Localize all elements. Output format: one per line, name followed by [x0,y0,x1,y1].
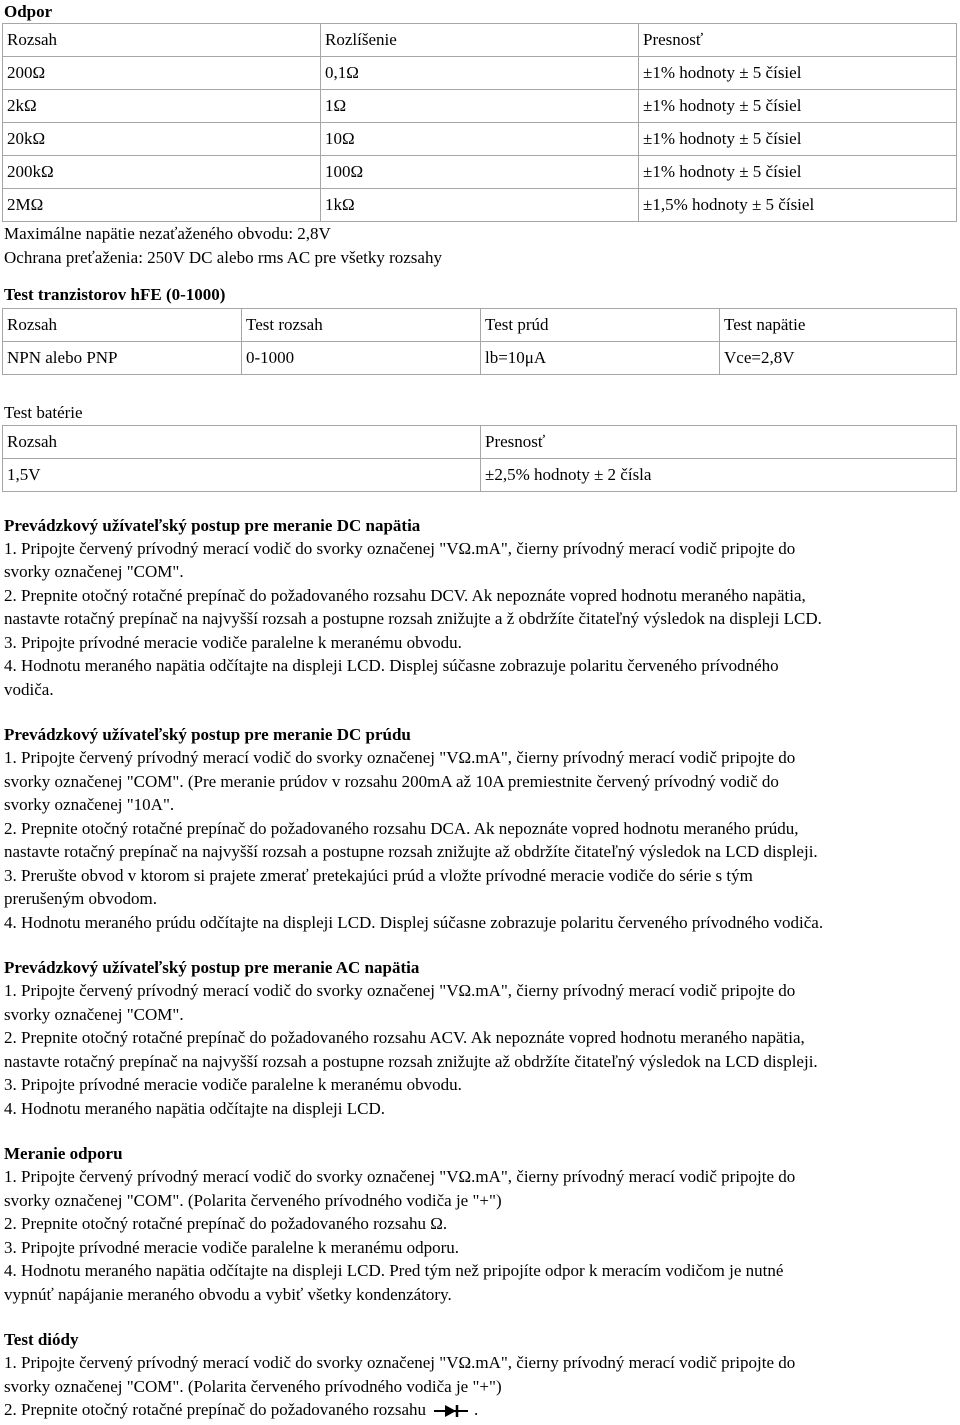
dc-current-title: Prevádzkový užívateľský postup pre meranie DC prúdu [4,725,411,744]
header-cell: Test rozsah [242,309,481,342]
table-cell: 0-1000 [242,342,481,375]
table-cell: ±1% hodnoty ± 5 čísiel [639,90,957,123]
resistance-measurement-line: svorky označenej "COM". (Polarita červeného prívodného vodiča je "+") [4,1190,502,1210]
table-header-row [3,309,957,342]
dc-voltage-line: 4. Hodnotu meraného napätia odčítajte na displeji LCD. Displej súčasne zobrazuje polaritu červeného prívodného [4,656,779,675]
dc-current-line: nastavte rotačný prepínač na najvyšší rozsah a postupne rozsah znižujte až obdržíte čitateľný výsledok na LCD displeji. [4,842,818,861]
table-cell: ±1% hodnoty ± 5 čísiel [639,57,957,90]
dc-voltage-line: vodiča. [4,679,54,699]
header-cell: Presnosť [481,425,957,458]
dc-voltage-line: 3. Pripojte prívodné meracie vodiče paralelne k meranému obvodu. [4,632,462,652]
table-cell: 1kΩ [321,189,639,222]
table-row [3,342,957,375]
table-row [3,156,957,189]
table-cell: 20kΩ [3,123,321,156]
dc-current-line: 2. Prepnite otočný rotačné prepínač do požadovaného rozsahu DCA. Ak nepoznáte vopred hodnotu meraného prúdu, [4,818,799,838]
dc-voltage-line: 2. Prepnite otočný rotačné prepínač do požadovaného rozsahu DCV. Ak nepoznáte vopred hodnotu meraného napätia, [4,585,806,605]
resistance-measurement-line: vypnúť napájanie meraného obvodu a vybiť všetky kondenzátory. [4,1284,452,1304]
table-cell: 0,1Ω [321,57,639,90]
table-cell: NPN alebo PNP [3,342,242,375]
dc-voltage-title: Prevádzkový užívateľský postup pre meranie DC napätia [4,515,421,535]
diode-test-line-end: . [474,1400,479,1419]
resistance-title: Odpor [4,2,53,21]
table-cell: ±1,5% hodnoty ± 5 čísiel [639,189,957,222]
table-cell: 1,5V [3,458,481,491]
ac-voltage-line: nastavte rotačný prepínač na najvyšší rozsah a postupne rozsah znižujte až obdržíte čitateľný výsledok na LCD displeji. [4,1051,818,1071]
battery-table [2,425,957,492]
header-cell: Rozsah [3,24,321,57]
max-voltage-note: Maximálne napätie nezaťaženého obvodu: 2,8V [4,224,331,243]
dc-current-line: 4. Hodnotu meraného prúdu odčítajte na displeji LCD. Displej súčasne zobrazuje polaritu červeného prívodného vodiča. [4,912,824,932]
header-cell: Test napätie [720,309,957,342]
header-cell: Rozsah [3,425,481,458]
resistance-measurement-line: 4. Hodnotu meraného napätia odčítajte na displeji LCD. Pred tým než pripojíte odpor k meracím vodičom je nutné [4,1261,784,1280]
table-cell: ±2,5% hodnoty ± 2 čísla [481,458,957,491]
document-page [4,0,958,1422]
resistance-measurement-title: Meranie odporu [4,1144,123,1163]
resistance-measurement-line: 1. Pripojte červený prívodný merací vodič do svorky označenej "VΩ.mA", čierny prívodný merací vodič pripojte do [4,1167,796,1186]
table-row [3,57,957,90]
resistance-table [2,23,957,222]
table-cell: 200Ω [3,57,321,90]
diode-test-line: 1. Pripojte červený prívodný merací vodič do svorky označenej "VΩ.mA", čierny prívodný merací vodič pripojte do [4,1353,796,1372]
header-cell: Rozlíšenie [321,24,639,57]
header-cell: Test prúd [481,309,720,342]
table-row [3,458,957,491]
diode-test-title: Test diódy [4,1330,79,1349]
table-cell: 200kΩ [3,156,321,189]
diode-symbol-icon [434,1404,468,1418]
dc-current-line: prerušeným obvodom. [4,889,157,908]
dc-voltage-line: 1. Pripojte červený prívodný merací vodič do svorky označenej "VΩ.mA", čierny prívodný merací vodič pripojte do [4,538,796,558]
header-cell: Rozsah [3,309,242,342]
dc-voltage-line: svorky označenej "COM". [4,562,184,581]
table-cell: 2MΩ [3,189,321,222]
table-header-row [3,24,957,57]
ac-voltage-line: 1. Pripojte červený prívodný merací vodič do svorky označenej "VΩ.mA", čierny prívodný merací vodič pripojte do [4,981,796,1000]
table-row [3,123,957,156]
diode-test-line: svorky označenej "COM". (Polarita červeného prívodného vodiča je "+") [4,1376,502,1396]
ac-voltage-title: Prevádzkový užívateľský postup pre meranie AC napätia [4,958,420,977]
table-cell: ±1% hodnoty ± 5 čísiel [639,156,957,189]
resistance-measurement-line: 3. Pripojte prívodné meracie vodiče paralelne k meranému odporu. [4,1237,460,1257]
diode-test-last-line [4,1398,958,1422]
overload-protection-note: Ochrana preťaženia: 250V DC alebo rms AC pre všetky rozsahy [4,247,442,267]
diode-test-line-text: 2. Prepnite otočný rotačné prepínač do požadovaného rozsahu [4,1400,427,1419]
table-cell: ±1% hodnoty ± 5 čísiel [639,123,957,156]
table-cell: lb=10μA [481,342,720,375]
table-cell: 10Ω [321,123,639,156]
table-row [3,90,957,123]
table-header-row [3,425,957,458]
transistor-table [2,308,957,375]
resistance-measurement-line: 2. Prepnite otočný rotačné prepínač do požadovaného rozsahu Ω. [4,1214,448,1233]
ac-voltage-line: 3. Pripojte prívodné meracie vodiče paralelne k meranému obvodu. [4,1075,462,1094]
table-cell: Vce=2,8V [720,342,957,375]
table-cell: 1Ω [321,90,639,123]
dc-current-line: 1. Pripojte červený prívodný merací vodič do svorky označenej "VΩ.mA", čierny prívodný merací vodič pripojte do [4,748,796,767]
ac-voltage-line: 2. Prepnite otočný rotačné prepínač do požadovaného rozsahu ACV. Ak nepoznáte vopred hodnotu meraného napätia, [4,1028,805,1047]
dc-current-line: 3. Prerušte obvod v ktorom si prajete zmerať pretekajúci prúd a vložte prívodné meracie vodiče do série s tým [4,865,753,885]
ac-voltage-line: svorky označenej "COM". [4,1004,184,1024]
ac-voltage-line: 4. Hodnotu meraného napätia odčítajte na displeji LCD. [4,1098,385,1118]
table-cell: 100Ω [321,156,639,189]
dc-voltage-line: nastavte rotačný prepínač na najvyšší rozsah a postupne rozsah znižujte a ž obdržíte čitateľný výsledok na displeji LCD. [4,609,822,628]
table-row [3,189,957,222]
dc-current-line: svorky označenej "COM". (Pre meranie prúdov v rozsahu 200mA až 10A premiestnite červený prívodný vodič do [4,771,779,791]
table-cell: 2kΩ [3,90,321,123]
transistor-title: Test tranzistorov hFE (0-1000) [4,285,226,304]
header-cell: Presnosť [639,24,957,57]
dc-current-line: svorky označenej "10A". [4,795,175,814]
battery-title: Test batérie [4,403,83,422]
